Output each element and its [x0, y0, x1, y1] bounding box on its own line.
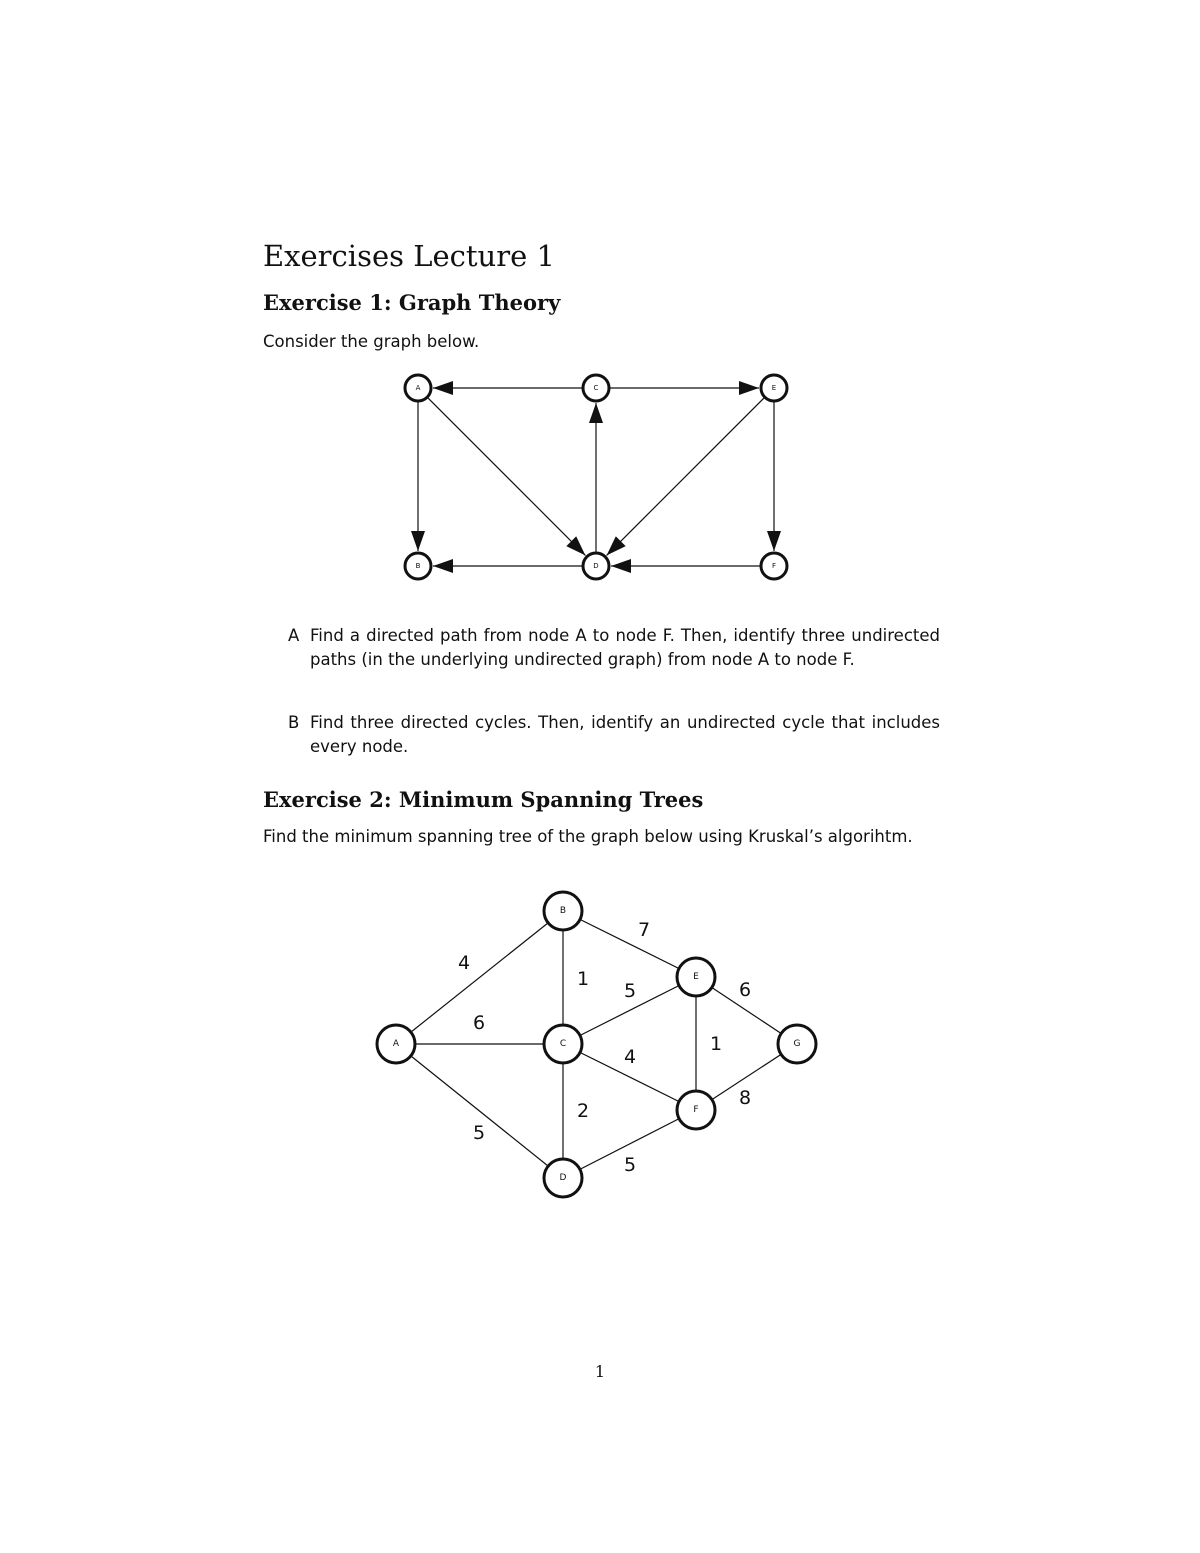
- edge-A-D: [396, 1044, 563, 1178]
- node-C: [544, 1025, 582, 1063]
- edge-weight-A-B: 4: [457, 952, 471, 974]
- item-label: A: [288, 626, 300, 645]
- node-D: [544, 1159, 582, 1197]
- node-label: F: [771, 562, 777, 570]
- node-B: [544, 892, 582, 930]
- node-A: [377, 1025, 415, 1063]
- node-E: [677, 958, 715, 996]
- exercise1-heading: Exercise 1: Graph Theory: [263, 290, 561, 315]
- edge-weight-A-D: 5: [472, 1122, 486, 1144]
- exercise1-intro: Consider the graph below.: [263, 332, 480, 351]
- node-F: [677, 1091, 715, 1129]
- edge-weight-C-F: 4: [623, 1046, 637, 1068]
- edge-weight-A-C: 6: [472, 1012, 486, 1034]
- node-label: B: [415, 562, 421, 570]
- page-title: Exercises Lecture 1: [263, 239, 555, 273]
- node-label: D: [593, 562, 599, 570]
- item-text: Find a directed path from node A to node F. Then, identify three undirected paths (in the underlying undirected graph) from node A to node F.: [310, 626, 940, 669]
- exercise2-intro: Find the minimum spanning tree of the graph below using Kruskal’s algorihtm.: [263, 827, 913, 846]
- edge-weight-B-C: 1: [576, 968, 590, 990]
- item-text: Find three directed cycles. Then, identify an undirected cycle that includes every node.: [310, 713, 940, 756]
- exercise2-heading: Exercise 2: Minimum Spanning Trees: [263, 787, 704, 812]
- edge-weight-E-G: 6: [738, 979, 752, 1001]
- edge-weight-C-E: 5: [623, 980, 637, 1002]
- node-label: E: [771, 384, 777, 392]
- node-label: E: [693, 972, 699, 982]
- node-label: A: [415, 384, 421, 392]
- node-label: F: [693, 1105, 699, 1115]
- edge-weight-B-E: 7: [637, 919, 651, 941]
- node-label: A: [392, 1039, 400, 1049]
- node-label: D: [559, 1173, 567, 1183]
- node-label: C: [593, 384, 599, 392]
- edge-weight-D-F: 5: [623, 1154, 637, 1176]
- edge-weight-C-D: 2: [576, 1100, 590, 1122]
- node-label: C: [559, 1039, 567, 1049]
- node-label: B: [559, 906, 567, 916]
- edge-weight-F-G: 8: [738, 1087, 752, 1109]
- edge-weight-E-F: 1: [709, 1033, 723, 1055]
- node-label: G: [793, 1039, 801, 1049]
- item-label: B: [288, 713, 300, 732]
- page-number: 1: [594, 1362, 606, 1381]
- node-G: [778, 1025, 816, 1063]
